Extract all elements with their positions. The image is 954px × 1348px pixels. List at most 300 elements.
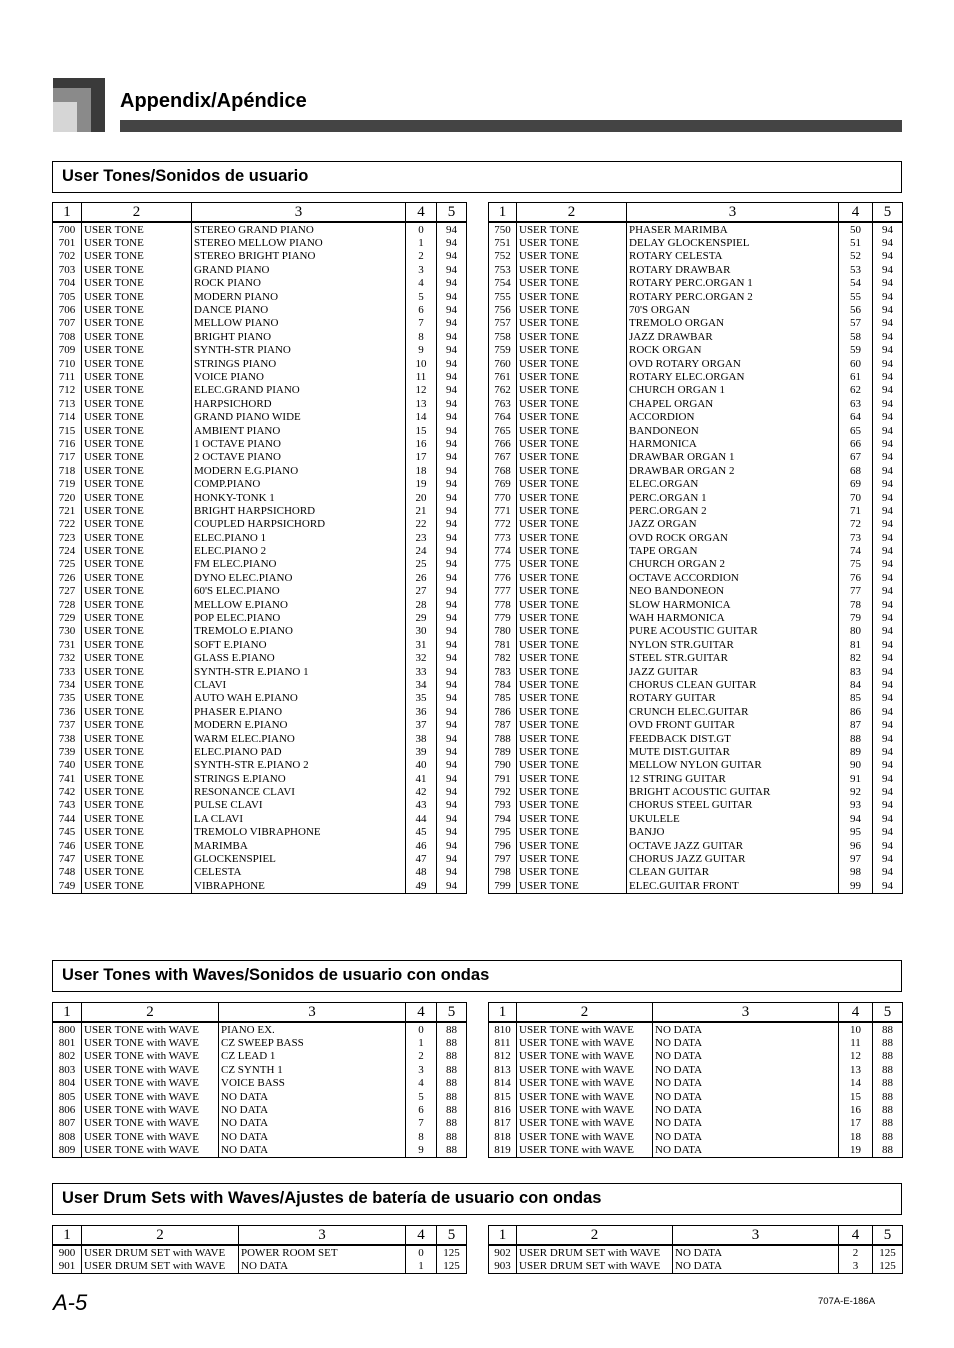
table-cell: 94 bbox=[873, 705, 903, 718]
table-row bbox=[489, 1063, 903, 1076]
table-cell: 88 bbox=[437, 1103, 467, 1116]
table-cell: 784 bbox=[489, 678, 517, 691]
table-cell: USER TONE bbox=[517, 250, 627, 263]
table-cell: 94 bbox=[437, 772, 467, 785]
table-row bbox=[53, 598, 467, 611]
table-row bbox=[489, 598, 903, 611]
header-row bbox=[489, 203, 903, 223]
table-cell: USER TONE bbox=[82, 451, 192, 464]
table-row bbox=[53, 277, 467, 290]
table-row bbox=[489, 665, 903, 678]
table-cell: 736 bbox=[53, 705, 82, 718]
table-cell: 94 bbox=[437, 625, 467, 638]
table-cell: 31 bbox=[406, 638, 437, 651]
table-cell: 765 bbox=[489, 424, 517, 437]
table-cell: USER TONE bbox=[82, 732, 192, 745]
table-cell: 722 bbox=[53, 518, 82, 531]
table-row bbox=[53, 370, 467, 383]
table-cell: 62 bbox=[839, 384, 873, 397]
table-cell: 94 bbox=[873, 785, 903, 798]
column-header-1: 1 bbox=[489, 203, 517, 223]
table-cell: NO DATA bbox=[219, 1103, 406, 1116]
table-row bbox=[53, 1117, 467, 1130]
table-cell: 88 bbox=[873, 1130, 903, 1143]
table-cell: 94 bbox=[437, 531, 467, 544]
table-cell: 793 bbox=[489, 799, 517, 812]
table-cell: NO DATA bbox=[673, 1245, 839, 1259]
table-cell: 94 bbox=[437, 759, 467, 772]
user-drums-table-right bbox=[488, 1225, 903, 1274]
table-cell: 787 bbox=[489, 718, 517, 731]
table-cell: ACCORDION bbox=[627, 410, 839, 423]
table-row bbox=[489, 759, 903, 772]
table-cell: 8 bbox=[406, 1130, 437, 1143]
table-cell: GLASS E.PIANO bbox=[192, 652, 406, 665]
table-cell: USER TONE bbox=[82, 585, 192, 598]
table-cell: 716 bbox=[53, 437, 82, 450]
table-cell: 720 bbox=[53, 491, 82, 504]
table-row bbox=[53, 344, 467, 357]
table-cell: 69 bbox=[839, 477, 873, 490]
table-cell: 788 bbox=[489, 732, 517, 745]
table-cell: 94 bbox=[873, 518, 903, 531]
table-cell: 80 bbox=[839, 625, 873, 638]
table-cell: LA CLAVI bbox=[192, 812, 406, 825]
user-drums-table-left bbox=[52, 1225, 467, 1274]
table-cell: OVD FRONT GUITAR bbox=[627, 718, 839, 731]
table-row bbox=[53, 317, 467, 330]
section-user-tones-waves bbox=[52, 960, 902, 992]
table-cell: USER TONE bbox=[517, 451, 627, 464]
table-cell: 94 bbox=[437, 384, 467, 397]
table-cell: 1 bbox=[406, 236, 437, 249]
table-cell: 798 bbox=[489, 866, 517, 879]
table-cell: 94 bbox=[437, 410, 467, 423]
table-cell: 33 bbox=[406, 665, 437, 678]
table-cell: 94 bbox=[873, 263, 903, 276]
table-cell: 94 bbox=[873, 611, 903, 624]
table-cell: USER TONE bbox=[82, 222, 192, 236]
table-cell: USER TONE bbox=[517, 263, 627, 276]
table-cell: 70'S ORGAN bbox=[627, 303, 839, 316]
table-cell: 94 bbox=[437, 718, 467, 731]
table-cell: NO DATA bbox=[673, 1259, 839, 1273]
table-cell: 747 bbox=[53, 852, 82, 865]
table-cell: USER TONE bbox=[517, 410, 627, 423]
table-cell: 37 bbox=[406, 718, 437, 731]
table-cell: POWER ROOM SET bbox=[239, 1245, 406, 1259]
table-cell: 811 bbox=[489, 1036, 517, 1049]
table-cell: 767 bbox=[489, 451, 517, 464]
table-cell: 802 bbox=[53, 1050, 82, 1063]
table-cell: 88 bbox=[873, 1063, 903, 1076]
table-cell: JAZZ GUITAR bbox=[627, 665, 839, 678]
table-cell: USER TONE with WAVE bbox=[82, 1130, 219, 1143]
table-cell: USER TONE bbox=[517, 665, 627, 678]
table-cell: AUTO WAH E.PIANO bbox=[192, 692, 406, 705]
table-row bbox=[53, 451, 467, 464]
table-cell: USER TONE bbox=[82, 250, 192, 263]
table-row bbox=[489, 303, 903, 316]
table-cell: USER TONE bbox=[82, 410, 192, 423]
table-cell: 815 bbox=[489, 1090, 517, 1103]
table-cell: 739 bbox=[53, 745, 82, 758]
table-cell: 61 bbox=[839, 370, 873, 383]
table-cell: 800 bbox=[53, 1022, 82, 1036]
table-cell: USER TONE bbox=[82, 424, 192, 437]
table-cell: ELEC.PIANO 2 bbox=[192, 544, 406, 557]
table-cell: CHURCH ORGAN 2 bbox=[627, 558, 839, 571]
table-cell: USER TONE bbox=[517, 785, 627, 798]
table-cell: 14 bbox=[406, 410, 437, 423]
table-cell: 816 bbox=[489, 1103, 517, 1116]
table-row bbox=[53, 263, 467, 276]
table-row bbox=[489, 250, 903, 263]
table-cell: 94 bbox=[873, 718, 903, 731]
table-cell: JAZZ DRAWBAR bbox=[627, 330, 839, 343]
table-cell: 88 bbox=[873, 1090, 903, 1103]
table-cell: 94 bbox=[437, 344, 467, 357]
table-cell: ROTARY CELESTA bbox=[627, 250, 839, 263]
table-cell: 26 bbox=[406, 571, 437, 584]
table-row bbox=[53, 477, 467, 490]
table-cell: BANJO bbox=[627, 826, 839, 839]
table-cell: 791 bbox=[489, 772, 517, 785]
table-cell: USER TONE bbox=[517, 491, 627, 504]
table-cell: 753 bbox=[489, 263, 517, 276]
table-cell: USER TONE with WAVE bbox=[82, 1063, 219, 1076]
table-cell: OVD ROTARY ORGAN bbox=[627, 357, 839, 370]
column-header-3: 3 bbox=[653, 1003, 839, 1023]
table-cell: USER TONE bbox=[82, 759, 192, 772]
table-cell: 11 bbox=[839, 1036, 873, 1049]
table-cell: 817 bbox=[489, 1117, 517, 1130]
table-row bbox=[53, 826, 467, 839]
table-cell: 715 bbox=[53, 424, 82, 437]
column-header-2: 2 bbox=[82, 1003, 219, 1023]
table-cell: USER TONE bbox=[82, 745, 192, 758]
table-cell: USER TONE bbox=[82, 678, 192, 691]
table-cell: 94 bbox=[873, 652, 903, 665]
table-cell: 94 bbox=[437, 665, 467, 678]
table-cell: STRINGS E.PIANO bbox=[192, 772, 406, 785]
table-cell: 94 bbox=[873, 585, 903, 598]
table-cell: 797 bbox=[489, 852, 517, 865]
table-cell: 94 bbox=[873, 290, 903, 303]
table-row bbox=[489, 437, 903, 450]
table-cell: 775 bbox=[489, 558, 517, 571]
table-cell: 10 bbox=[406, 357, 437, 370]
table-row bbox=[489, 1103, 903, 1116]
table-cell: USER TONE bbox=[517, 759, 627, 772]
table-cell: USER TONE with WAVE bbox=[82, 1036, 219, 1049]
table-cell: 94 bbox=[873, 236, 903, 249]
table-cell: 758 bbox=[489, 330, 517, 343]
table-cell: 700 bbox=[53, 222, 82, 236]
table-row bbox=[53, 638, 467, 651]
table-cell: 43 bbox=[406, 799, 437, 812]
table-cell: DANCE PIANO bbox=[192, 303, 406, 316]
table-row bbox=[489, 1259, 903, 1273]
table-cell: 25 bbox=[406, 558, 437, 571]
table-cell: USER TONE bbox=[517, 357, 627, 370]
table-cell: ROTARY DRAWBAR bbox=[627, 263, 839, 276]
table-cell: 734 bbox=[53, 678, 82, 691]
table-cell: 714 bbox=[53, 410, 82, 423]
table-row bbox=[53, 424, 467, 437]
table-cell: USER TONE bbox=[82, 625, 192, 638]
table-cell: 24 bbox=[406, 544, 437, 557]
table-cell: 47 bbox=[406, 852, 437, 865]
table-cell: 771 bbox=[489, 504, 517, 517]
table-cell: USER DRUM SET with WAVE bbox=[517, 1245, 673, 1259]
table-cell: 94 bbox=[873, 504, 903, 517]
table-cell: 67 bbox=[839, 451, 873, 464]
table-cell: 3 bbox=[839, 1259, 873, 1273]
table-cell: CLEAN GUITAR bbox=[627, 866, 839, 879]
table-cell: USER TONE bbox=[517, 464, 627, 477]
table-cell: 94 bbox=[873, 317, 903, 330]
table-cell: WARM ELEC.PIANO bbox=[192, 732, 406, 745]
corner-decoration bbox=[53, 78, 105, 132]
table-cell: 72 bbox=[839, 518, 873, 531]
column-header-1: 1 bbox=[53, 203, 82, 223]
table-cell: 903 bbox=[489, 1259, 517, 1273]
table-cell: USER TONE bbox=[82, 652, 192, 665]
table-cell: 15 bbox=[406, 424, 437, 437]
table-row bbox=[53, 330, 467, 343]
table-row bbox=[53, 812, 467, 825]
table-cell: USER TONE bbox=[82, 477, 192, 490]
table-row bbox=[53, 250, 467, 263]
table-cell: 51 bbox=[839, 236, 873, 249]
table-cell: VOICE PIANO bbox=[192, 370, 406, 383]
table-row bbox=[489, 424, 903, 437]
table-cell: 94 bbox=[437, 357, 467, 370]
table-cell: 731 bbox=[53, 638, 82, 651]
table-cell: 780 bbox=[489, 625, 517, 638]
table-cell: USER TONE bbox=[82, 303, 192, 316]
table-cell: 52 bbox=[839, 250, 873, 263]
table-cell: 779 bbox=[489, 611, 517, 624]
table-cell: 726 bbox=[53, 571, 82, 584]
table-cell: 0 bbox=[406, 1022, 437, 1036]
table-cell: 805 bbox=[53, 1090, 82, 1103]
table-cell: USER TONE bbox=[517, 504, 627, 517]
table-row bbox=[53, 410, 467, 423]
table-cell: 752 bbox=[489, 250, 517, 263]
table-cell: 94 bbox=[437, 812, 467, 825]
table-cell: 88 bbox=[437, 1117, 467, 1130]
table-cell: 7 bbox=[406, 317, 437, 330]
table-cell: USER TONE bbox=[517, 598, 627, 611]
table-cell: USER TONE bbox=[517, 812, 627, 825]
table-cell: 94 bbox=[437, 785, 467, 798]
table-cell: CZ SWEEP BASS bbox=[219, 1036, 406, 1049]
table-cell: 94 bbox=[873, 759, 903, 772]
table-cell: 705 bbox=[53, 290, 82, 303]
section-user-tones bbox=[52, 161, 902, 193]
table-cell: 94 bbox=[437, 236, 467, 249]
table-row bbox=[489, 705, 903, 718]
table-cell: NO DATA bbox=[653, 1050, 839, 1063]
table-cell: VOICE BASS bbox=[219, 1077, 406, 1090]
table-cell: 88 bbox=[873, 1117, 903, 1130]
column-header-5: 5 bbox=[437, 203, 467, 223]
table-row bbox=[489, 652, 903, 665]
table-cell: 94 bbox=[437, 451, 467, 464]
table-row bbox=[53, 1036, 467, 1049]
table-cell: NO DATA bbox=[219, 1117, 406, 1130]
table-cell: 81 bbox=[839, 638, 873, 651]
table-row bbox=[489, 812, 903, 825]
table-cell: USER DRUM SET with WAVE bbox=[82, 1245, 239, 1259]
table-cell: USER TONE with WAVE bbox=[517, 1063, 653, 1076]
table-cell: 94 bbox=[437, 250, 467, 263]
header-row bbox=[53, 1003, 467, 1023]
table-cell: 901 bbox=[53, 1259, 82, 1273]
table-cell: 781 bbox=[489, 638, 517, 651]
table-cell: 18 bbox=[406, 464, 437, 477]
table-row bbox=[489, 344, 903, 357]
table-cell: 94 bbox=[873, 598, 903, 611]
table-cell: 713 bbox=[53, 397, 82, 410]
table-cell: 17 bbox=[839, 1117, 873, 1130]
table-cell: NO DATA bbox=[653, 1130, 839, 1143]
table-cell: 819 bbox=[489, 1144, 517, 1158]
table-cell: USER TONE with WAVE bbox=[517, 1090, 653, 1103]
table-cell: 4 bbox=[406, 277, 437, 290]
table-cell: USER TONE bbox=[517, 678, 627, 691]
table-cell: USER TONE bbox=[517, 397, 627, 410]
table-row bbox=[489, 1022, 903, 1036]
table-cell: 71 bbox=[839, 504, 873, 517]
table-row bbox=[489, 531, 903, 544]
table-cell: FM ELEC.PIANO bbox=[192, 558, 406, 571]
table-cell: 94 bbox=[437, 317, 467, 330]
table-cell: 3 bbox=[406, 1063, 437, 1076]
table-cell: USER TONE bbox=[82, 263, 192, 276]
table-cell: NYLON STR.GUITAR bbox=[627, 638, 839, 651]
table-cell: 30 bbox=[406, 625, 437, 638]
table-cell: 701 bbox=[53, 236, 82, 249]
table-cell: CLAVI bbox=[192, 678, 406, 691]
table-cell: 88 bbox=[437, 1090, 467, 1103]
table-row bbox=[489, 263, 903, 276]
table-cell: ELEC.GUITAR FRONT bbox=[627, 879, 839, 893]
table-cell: USER TONE with WAVE bbox=[82, 1022, 219, 1036]
table-cell: 94 bbox=[437, 290, 467, 303]
column-header-3: 3 bbox=[627, 203, 839, 223]
user-tones-table-right bbox=[488, 202, 903, 894]
table-cell: PHASER E.PIANO bbox=[192, 705, 406, 718]
table-row bbox=[53, 1144, 467, 1158]
table-cell: USER DRUM SET with WAVE bbox=[82, 1259, 239, 1273]
table-cell: 44 bbox=[406, 812, 437, 825]
table-cell: 790 bbox=[489, 759, 517, 772]
table-cell: STEREO BRIGHT PIANO bbox=[192, 250, 406, 263]
table-cell: 706 bbox=[53, 303, 82, 316]
table-cell: OCTAVE ACCORDION bbox=[627, 571, 839, 584]
table-cell: USER TONE bbox=[517, 344, 627, 357]
column-header-3: 3 bbox=[219, 1003, 406, 1023]
table-row bbox=[489, 277, 903, 290]
table-cell: STEREO GRAND PIANO bbox=[192, 222, 406, 236]
table-cell: 91 bbox=[839, 772, 873, 785]
header-bar bbox=[120, 120, 902, 132]
table-cell: 54 bbox=[839, 277, 873, 290]
table-row bbox=[53, 678, 467, 691]
section-title: User Tones/Sonidos de usuario bbox=[62, 167, 309, 185]
table-cell: 774 bbox=[489, 544, 517, 557]
column-header-4: 4 bbox=[839, 1003, 873, 1023]
document-code: 707A-E-186A bbox=[818, 1296, 876, 1307]
table-row bbox=[489, 1130, 903, 1143]
table-cell: TREMOLO VIBRAPHONE bbox=[192, 826, 406, 839]
table-cell: 94 bbox=[873, 424, 903, 437]
table-cell: 94 bbox=[437, 303, 467, 316]
table-cell: 94 bbox=[873, 799, 903, 812]
table-cell: USER TONE bbox=[82, 571, 192, 584]
column-header-3: 3 bbox=[192, 203, 406, 223]
table-cell: NO DATA bbox=[653, 1117, 839, 1130]
table-cell: 94 bbox=[873, 397, 903, 410]
table-cell: 98 bbox=[839, 866, 873, 879]
table-cell: USER TONE bbox=[517, 370, 627, 383]
section-title: User Tones with Waves/Sonidos de usuario con ondas bbox=[62, 966, 490, 984]
table-cell: PERC.ORGAN 2 bbox=[627, 504, 839, 517]
table-cell: 90 bbox=[839, 759, 873, 772]
table-cell: 77 bbox=[839, 585, 873, 598]
column-header-2: 2 bbox=[517, 1003, 653, 1023]
table-row bbox=[489, 692, 903, 705]
table-cell: USER TONE with WAVE bbox=[517, 1036, 653, 1049]
table-cell: 125 bbox=[873, 1245, 903, 1259]
table-cell: 94 bbox=[873, 330, 903, 343]
table-cell: 778 bbox=[489, 598, 517, 611]
table-row bbox=[489, 397, 903, 410]
table-cell: 88 bbox=[873, 1144, 903, 1158]
table-cell: 15 bbox=[839, 1090, 873, 1103]
table-cell: SYNTH-STR E.PIANO 2 bbox=[192, 759, 406, 772]
table-cell: 57 bbox=[839, 317, 873, 330]
table-cell: USER TONE bbox=[517, 277, 627, 290]
table-cell: 9 bbox=[406, 1144, 437, 1158]
column-header-5: 5 bbox=[873, 1003, 903, 1023]
table-row bbox=[53, 518, 467, 531]
table-cell: 17 bbox=[406, 451, 437, 464]
table-cell: USER TONE bbox=[82, 518, 192, 531]
table-cell: STEEL STR.GUITAR bbox=[627, 652, 839, 665]
table-cell: USER TONE bbox=[82, 665, 192, 678]
table-cell: STEREO MELLOW PIANO bbox=[192, 236, 406, 249]
table-cell: 94 bbox=[437, 277, 467, 290]
table-cell: 89 bbox=[839, 745, 873, 758]
table-cell: USER TONE bbox=[517, 745, 627, 758]
table-cell: 66 bbox=[839, 437, 873, 450]
table-cell: USER TONE with WAVE bbox=[517, 1144, 653, 1158]
table-cell: USER TONE with WAVE bbox=[517, 1117, 653, 1130]
table-cell: 755 bbox=[489, 290, 517, 303]
table-row bbox=[53, 222, 467, 236]
table-cell: 94 bbox=[873, 477, 903, 490]
table-cell: 94 bbox=[437, 504, 467, 517]
table-row bbox=[489, 518, 903, 531]
table-cell: 88 bbox=[437, 1077, 467, 1090]
header-row bbox=[489, 1226, 903, 1246]
table-cell: 53 bbox=[839, 263, 873, 276]
table-cell: 94 bbox=[873, 879, 903, 893]
